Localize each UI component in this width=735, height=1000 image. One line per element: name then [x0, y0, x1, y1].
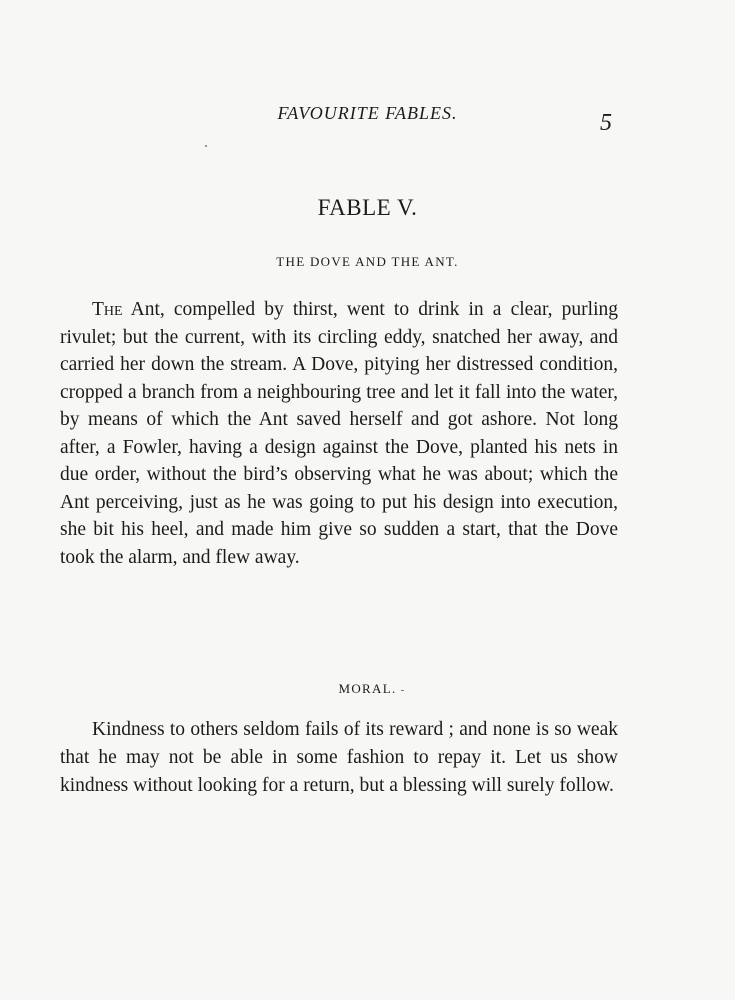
- print-speck: [205, 145, 207, 147]
- page-number: 5: [600, 110, 612, 136]
- print-speck: [401, 690, 404, 691]
- fable-body-text: Ant, compelled by thirst, went to drink in a clear, purling rivulet; but the current, with its circling eddy, snatched her away, and carried her down the stream. A Dove, pitying her distressed condition, cropped a branch from a neighbouring tree and let it fall into the water, by means of which the Ant saved herself and got ashore. Not long after, a Fowler, having a design against the Dove, planted his nets in due order, without the bird’s observing what he was about; which the Ant perceiving, just as he was going to put his design into execution, she bit his heel, and made him give so sudden a start, that the Dove took the alarm, and flew away.: [60, 299, 618, 568]
- fable-number-heading: FABLE V.: [317, 195, 418, 220]
- running-header-title: FAVOURITE FABLES.: [277, 103, 458, 123]
- fable-title: THE DOVE AND THE ANT.: [276, 254, 459, 269]
- fable-body-paragraph: [60, 296, 618, 571]
- opening-word: The: [92, 299, 123, 320]
- moral-heading: MORAL.: [338, 681, 397, 696]
- moral-paragraph: Kindness to others seldom fails of its reward ; and none is so weak that he may not be able in some fashion to repay it. Let us show kindness without looking for a return, but a blessing will surely follow.: [60, 719, 618, 796]
